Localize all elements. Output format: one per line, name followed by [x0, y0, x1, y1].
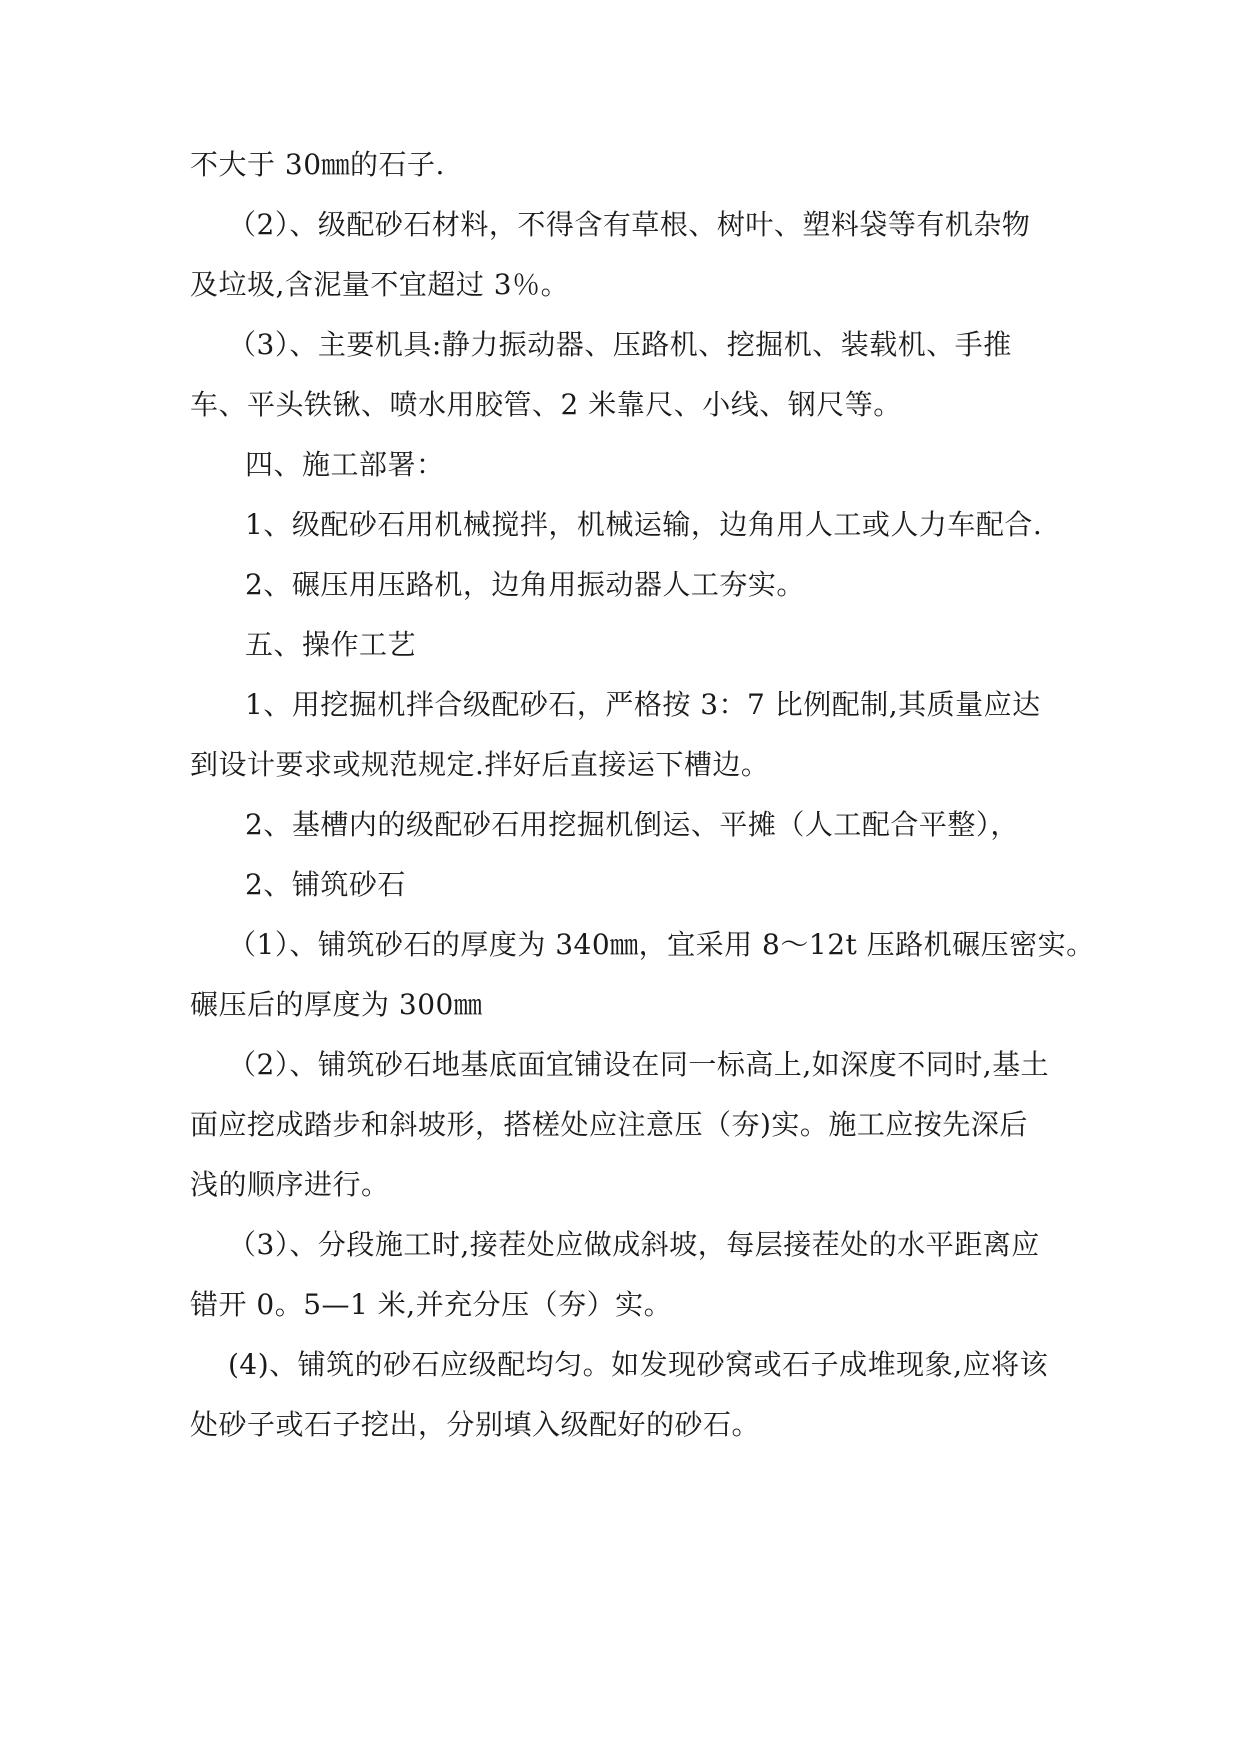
- section-heading: 五、操作工艺: [245, 628, 417, 661]
- text-line: 面应挖成踏步和斜坡形，搭槎处应注意压（夯)实。施工应按先深后: [190, 1108, 1028, 1141]
- text-line: 2、碾压用压路机，边角用振动器人工夯实。: [245, 568, 805, 601]
- text-line: （3）、分段施工时,接茬处应做成斜坡，每层接茬处的水平距离应: [228, 1228, 1040, 1261]
- text-line: 1、级配砂石用机械搅拌，机械运输，边角用人工或人力车配合.: [245, 508, 1043, 541]
- text-line: 2、基槽内的级配砂石用挖掘机倒运、平摊（人工配合平整），: [245, 808, 1019, 841]
- text-line: （2）、级配砂石材料，不得含有草根、树叶、塑料袋等有机杂物: [228, 208, 1031, 241]
- text-line: 及垃圾,含泥量不宜超过 3％。: [190, 268, 570, 301]
- text-line: （3）、主要机具:静力振动器、压路机、挖掘机、装载机、手推: [228, 328, 1012, 361]
- subheading: 2、铺筑砂石: [245, 868, 406, 901]
- text-line: 错开 0。5—1 米,并充分压（夯）实。: [190, 1288, 673, 1321]
- text-line: 不大于 30㎜的石子.: [190, 148, 445, 181]
- text-line: 1、用挖掘机拌合级配砂石，严格按 3：7 比例配制,其质量应达: [245, 688, 1041, 721]
- text-line: （1）、铺筑砂石的厚度为 340㎜，宜采用 8～12t 压路机碾压密实。: [228, 928, 1095, 961]
- text-line: 处砂子或石子挖出，分别填入级配好的砂石。: [190, 1408, 761, 1441]
- text-line: （2）、铺筑砂石地基底面宜铺设在同一标高上,如深度不同时,基土: [228, 1048, 1050, 1081]
- section-heading: 四、施工部署：: [245, 448, 445, 481]
- text-line: 浅的顺序进行。: [190, 1168, 390, 1201]
- text-line: 到设计要求或规范规定.拌好后直接运下槽边。: [190, 748, 770, 781]
- text-line: 车、平头铁锹、喷水用胶管、2 米靠尺、小线、钢尺等。: [190, 388, 902, 421]
- text-line: 碾压后的厚度为 300㎜: [190, 988, 483, 1021]
- text-line: (4)、铺筑的砂石应级配均匀。如发现砂窝或石子成堆现象,应将该: [228, 1348, 1049, 1381]
